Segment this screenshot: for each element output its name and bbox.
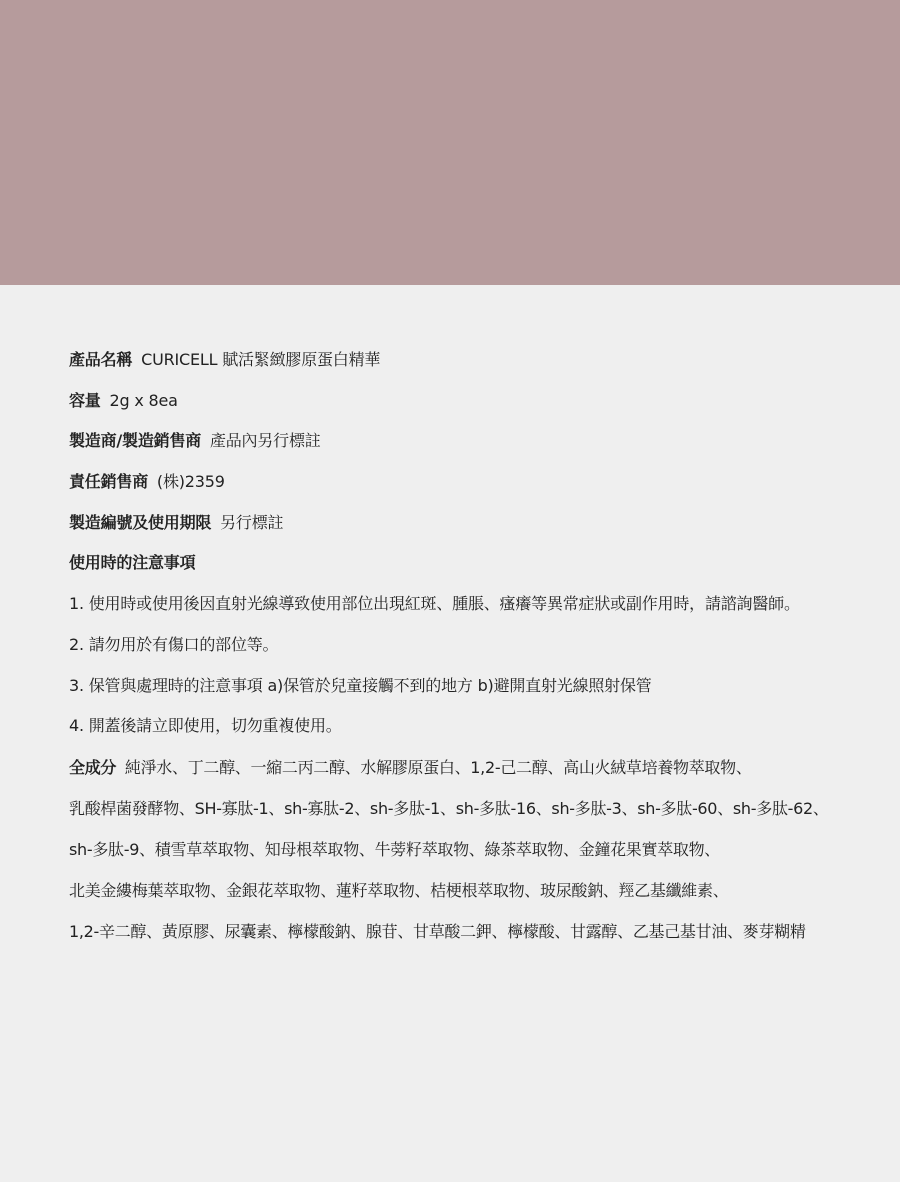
product-name-label: 產品名稱 — [69, 350, 133, 369]
ingredients-label: 全成分 — [69, 757, 117, 777]
precaution-item: 2. 請勿用於有傷口的部位等。 — [69, 634, 279, 654]
ingredients-line: 乳酸桿菌發酵物、SH-寡肽-1、sh-寡肽-2、sh-多肽-1、sh-多肽-16、sh-多肽-3、sh-多肽-60、sh-多肽-62、 — [69, 798, 829, 818]
capacity-label: 容量 — [69, 390, 101, 410]
capacity-value: 2g x 8ea — [109, 390, 178, 410]
ingredients-row — [69, 747, 889, 788]
manufacturer-row — [69, 421, 889, 462]
product-name-row — [69, 340, 889, 381]
precaution-item: 1. 使用時或使用後因直射光線導致使用部位出現紅斑、腫脹、瘙癢等異常症狀或副作用時，請諮詢醫師。 — [69, 594, 800, 614]
ingredients-line: 北美金縷梅葉萃取物、金銀花萃取物、蓮籽萃取物、桔梗根萃取物、玻尿酸鈉、羥乙基纖維素、 — [69, 880, 729, 900]
distributor-row — [69, 462, 889, 503]
capacity-row — [69, 381, 889, 422]
distributor-value: (株)2359 — [156, 472, 225, 492]
precaution-item: 3. 保管與處理時的注意事項 a)保管於兒童接觸不到的地方 b)避開直射光線照射保管 — [69, 675, 652, 695]
batch-row — [69, 503, 889, 544]
precautions-heading: 使用時的注意事項 — [69, 553, 196, 573]
precaution-item: 4. 開蓋後請立即使用，切勿重複使用。 — [69, 716, 342, 736]
product-info — [69, 340, 889, 952]
product-name-value: CURICELL 賦活緊緻膠原蛋白精華 — [141, 350, 381, 369]
ingredients-line: 1,2-辛二醇、黃原膠、尿囊素、檸檬酸鈉、腺苷、甘草酸二鉀、檸檬酸、甘露醇、乙基己基甘油、麥芽糊精 — [69, 921, 806, 941]
batch-value: 另行標註 — [220, 512, 284, 532]
ingredients-line: sh-多肽-9、積雪草萃取物、知母根萃取物、牛蒡籽萃取物、綠茶萃取物、金鐘花果實萃取物、 — [69, 839, 721, 859]
distributor-label: 責任銷售商 — [69, 472, 149, 492]
batch-label: 製造編號及使用期限 — [69, 512, 212, 532]
manufacturer-value: 產品內另行標註 — [209, 431, 321, 451]
manufacturer-label: 製造商/製造銷售商 — [69, 431, 202, 451]
ingredients-line: 純淨水、丁二醇、一縮二丙二醇、水解膠原蛋白、1,2-己二醇、高山火絨草培養物萃取物、 — [124, 757, 752, 777]
top-banner — [0, 0, 900, 285]
